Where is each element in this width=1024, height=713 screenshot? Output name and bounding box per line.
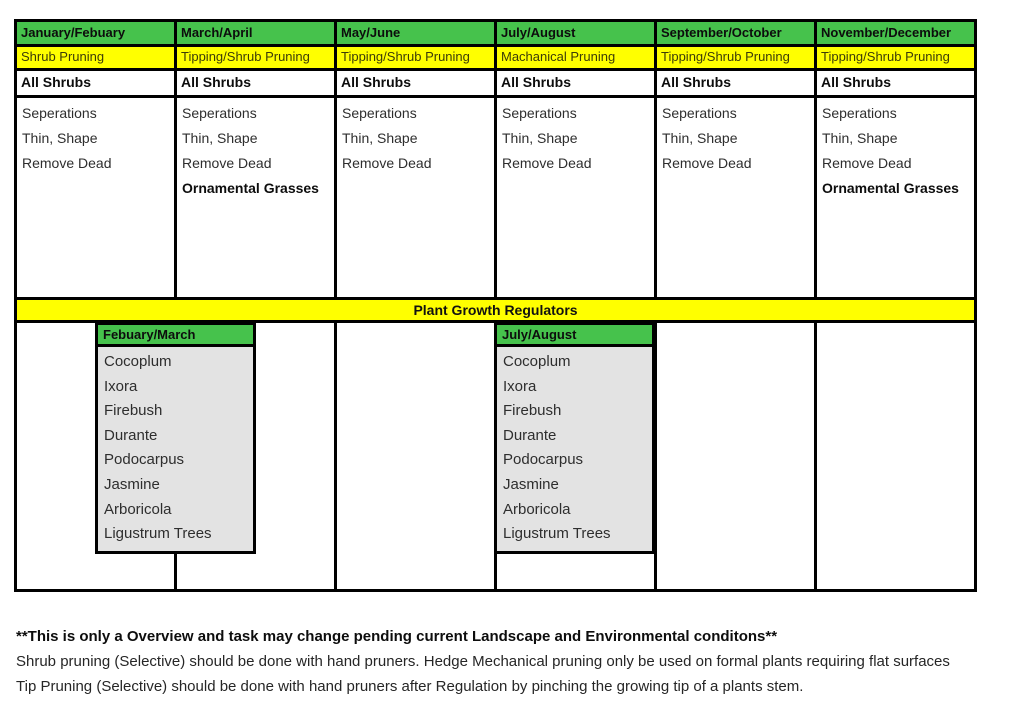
pgr-plant-item: Durante [104, 426, 158, 444]
pgr-box-feb-march [95, 322, 256, 554]
month-header-sep-oct: September/October [657, 22, 814, 44]
task-item: Seperations [502, 105, 577, 121]
task-item: Thin, Shape [22, 130, 98, 146]
all-shrubs-mar-apr: All Shrubs [177, 71, 334, 95]
pgr-plant-item: Firebush [503, 402, 562, 420]
pgr-plant-item: Firebush [104, 402, 163, 420]
pgr-box-period: Febuary/March [95, 322, 256, 347]
task-item: Thin, Shape [662, 130, 738, 146]
pgr-plant-item: Cocoplum [104, 353, 172, 370]
task-item: Thin, Shape [502, 130, 578, 146]
pgr-plant-item: Ixora [503, 377, 537, 395]
pruning-type-sep-oct: Tipping/Shrub Pruning [657, 47, 814, 68]
footer-note-tip-pruning: Tip Pruning (Selective) should be done with hand pruners after Regulation by pinching the growing tip of a plants stem. [16, 678, 804, 695]
pgr-plant-item: Jasmine [104, 475, 160, 493]
pgr-plant-item: Durante [503, 426, 557, 444]
pgr-box-period: July/August [494, 322, 655, 347]
task-item: Remove Dead [822, 155, 912, 171]
task-item: Seperations [662, 105, 737, 121]
task-item: Seperations [342, 105, 417, 121]
pgr-plant-item: Ligustrum Trees [503, 525, 611, 543]
task-item: Thin, Shape [822, 130, 898, 146]
pgr-box-july-august [494, 322, 655, 554]
month-header-mar-apr: March/April [177, 22, 334, 44]
pgr-plant-item: Podocarpus [503, 451, 584, 469]
task-item: Remove Dead [662, 155, 752, 171]
task-item: Seperations [182, 105, 257, 121]
task-list-jul-aug [497, 98, 654, 297]
pruning-type-may-jun: Tipping/Shrub Pruning [337, 47, 494, 68]
task-list-may-jun [337, 98, 494, 297]
all-shrubs-sep-oct: All Shrubs [657, 71, 814, 95]
footer-note-shrub-pruning: Shrub pruning (Selective) should be done with hand pruners. Hedge Mechanical pruning only be used on formal plants requiring flat surfaces [16, 653, 950, 670]
pgr-plant-item: Arboricola [503, 500, 571, 518]
task-item: Ornamental Grasses [182, 180, 319, 196]
all-shrubs-jan-feb: All Shrubs [17, 71, 174, 95]
pgr-plant-item: Cocoplum [503, 353, 571, 370]
pgr-plant-list [494, 347, 655, 554]
pruning-type-nov-dec: Tipping/Shrub Pruning [817, 47, 974, 68]
pruning-type-mar-apr: Tipping/Shrub Pruning [177, 47, 334, 68]
task-item: Seperations [22, 105, 97, 121]
all-shrubs-nov-dec: All Shrubs [817, 71, 974, 95]
all-shrubs-may-jun: All Shrubs [337, 71, 494, 95]
pgr-plant-item: Jasmine [503, 475, 559, 493]
pgr-cell-sep-oct [657, 323, 814, 589]
task-item: Remove Dead [182, 155, 272, 171]
all-shrubs-jul-aug: All Shrubs [497, 71, 654, 95]
pgr-cell-nov-dec [817, 323, 974, 589]
task-item: Thin, Shape [182, 130, 258, 146]
task-item: Remove Dead [342, 155, 432, 171]
plant-growth-regulators-banner: Plant Growth Regulators [17, 300, 974, 320]
footer-notes [16, 624, 1016, 699]
month-header-jul-aug: July/August [497, 22, 654, 44]
task-item: Seperations [822, 105, 897, 121]
task-list-jan-feb [17, 98, 174, 297]
task-list-mar-apr [177, 98, 334, 297]
month-header-nov-dec: November/December [817, 22, 974, 44]
month-header-jan-feb: January/Febuary [17, 22, 174, 44]
task-item: Thin, Shape [342, 130, 418, 146]
task-list-nov-dec [817, 98, 974, 297]
pgr-plant-item: Ixora [104, 377, 138, 395]
pgr-cell-may-jun [337, 323, 494, 589]
pgr-plant-item: Podocarpus [104, 451, 185, 469]
task-item: Ornamental Grasses [822, 180, 959, 196]
task-list-sep-oct [657, 98, 814, 297]
footer-disclaimer: **This is only a Overview and task may change pending current Landscape and Environmental conditons** [16, 628, 778, 645]
pgr-plant-item: Arboricola [104, 500, 172, 518]
pruning-type-jan-feb: Shrub Pruning [17, 47, 174, 68]
month-header-may-jun: May/June [337, 22, 494, 44]
pgr-plant-item: Ligustrum Trees [104, 525, 212, 543]
task-item: Remove Dead [502, 155, 592, 171]
pgr-plant-list [95, 347, 256, 554]
pruning-type-jul-aug: Machanical Pruning [497, 47, 654, 68]
task-item: Remove Dead [22, 155, 112, 171]
